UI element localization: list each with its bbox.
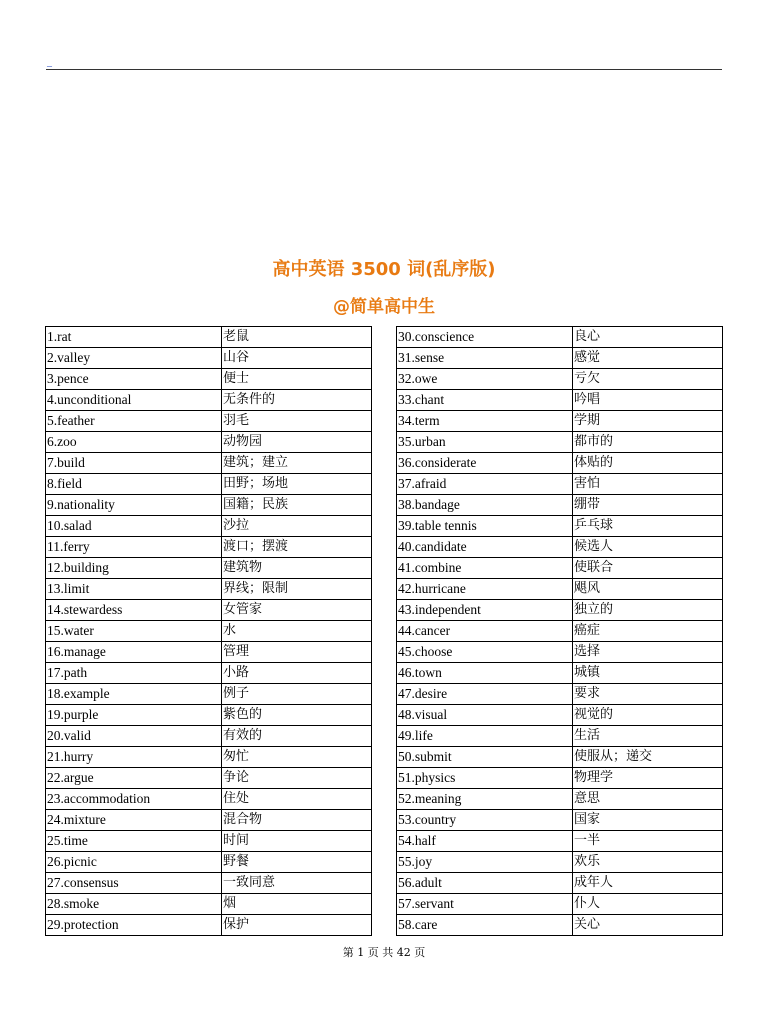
chinese-meaning-cell: 一半 <box>573 831 723 852</box>
chinese-meaning-cell: 有效的 <box>222 726 372 747</box>
chinese-meaning-cell: 选择 <box>573 642 723 663</box>
chinese-meaning-cell: 意思 <box>573 789 723 810</box>
table-row <box>46 873 372 894</box>
table-row <box>46 390 372 411</box>
english-word-cell: 46.town <box>397 663 573 684</box>
english-word-cell: 37.afraid <box>397 474 573 495</box>
header-mark: _ <box>47 57 52 68</box>
table-row <box>46 348 372 369</box>
english-word-cell: 4.unconditional <box>46 390 222 411</box>
chinese-meaning-cell: 女管家 <box>222 600 372 621</box>
table-row <box>46 915 372 936</box>
table-row <box>397 432 723 453</box>
english-word-cell: 13.limit <box>46 579 222 600</box>
table-row <box>46 327 372 348</box>
english-word-cell: 48.visual <box>397 705 573 726</box>
english-word-cell: 15.water <box>46 621 222 642</box>
chinese-meaning-cell: 要求 <box>573 684 723 705</box>
english-word-cell: 2.valley <box>46 348 222 369</box>
chinese-meaning-cell: 匆忙 <box>222 747 372 768</box>
english-word-cell: 16.manage <box>46 642 222 663</box>
table-row <box>46 726 372 747</box>
chinese-meaning-cell: 水 <box>222 621 372 642</box>
english-word-cell: 31.sense <box>397 348 573 369</box>
table-row <box>397 390 723 411</box>
english-word-cell: 14.stewardess <box>46 600 222 621</box>
english-word-cell: 23.accommodation <box>46 789 222 810</box>
table-row <box>46 642 372 663</box>
english-word-cell: 43.independent <box>397 600 573 621</box>
chinese-meaning-cell: 无条件的 <box>222 390 372 411</box>
table-row <box>397 600 723 621</box>
english-word-cell: 57.servant <box>397 894 573 915</box>
chinese-meaning-cell: 感觉 <box>573 348 723 369</box>
english-word-cell: 26.picnic <box>46 852 222 873</box>
english-word-cell: 32.owe <box>397 369 573 390</box>
page-footer: 第 1 页 共 42 页 <box>342 946 426 959</box>
table-row <box>46 684 372 705</box>
chinese-meaning-cell: 体贴的 <box>573 453 723 474</box>
table-row <box>397 327 723 348</box>
chinese-meaning-cell: 绷带 <box>573 495 723 516</box>
english-word-cell: 25.time <box>46 831 222 852</box>
english-word-cell: 8.field <box>46 474 222 495</box>
english-word-cell: 39.table tennis <box>397 516 573 537</box>
table-row <box>397 705 723 726</box>
table-row <box>46 432 372 453</box>
chinese-meaning-cell: 羽毛 <box>222 411 372 432</box>
vocab-table-left <box>45 326 372 936</box>
table-row <box>46 369 372 390</box>
table-row <box>46 516 372 537</box>
chinese-meaning-cell: 欢乐 <box>573 852 723 873</box>
chinese-meaning-cell: 害怕 <box>573 474 723 495</box>
chinese-meaning-cell: 良心 <box>573 327 723 348</box>
chinese-meaning-cell: 沙拉 <box>222 516 372 537</box>
table-row <box>397 810 723 831</box>
chinese-meaning-cell: 癌症 <box>573 621 723 642</box>
english-word-cell: 6.zoo <box>46 432 222 453</box>
chinese-meaning-cell: 关心 <box>573 915 723 936</box>
english-word-cell: 29.protection <box>46 915 222 936</box>
table-row <box>397 642 723 663</box>
chinese-meaning-cell: 城镇 <box>573 663 723 684</box>
english-word-cell: 36.considerate <box>397 453 573 474</box>
english-word-cell: 34.term <box>397 411 573 432</box>
table-row <box>397 663 723 684</box>
english-word-cell: 45.choose <box>397 642 573 663</box>
chinese-meaning-cell: 混合物 <box>222 810 372 831</box>
chinese-meaning-cell: 乒乓球 <box>573 516 723 537</box>
english-word-cell: 52.meaning <box>397 789 573 810</box>
english-word-cell: 7.build <box>46 453 222 474</box>
chinese-meaning-cell: 便士 <box>222 369 372 390</box>
table-row <box>46 705 372 726</box>
english-word-cell: 21.hurry <box>46 747 222 768</box>
english-word-cell: 56.adult <box>397 873 573 894</box>
table-row <box>397 789 723 810</box>
english-word-cell: 53.country <box>397 810 573 831</box>
english-word-cell: 18.example <box>46 684 222 705</box>
chinese-meaning-cell: 野餐 <box>222 852 372 873</box>
english-word-cell: 22.argue <box>46 768 222 789</box>
table-row <box>397 873 723 894</box>
table-row <box>397 831 723 852</box>
chinese-meaning-cell: 生活 <box>573 726 723 747</box>
chinese-meaning-cell: 界线；限制 <box>222 579 372 600</box>
table-row <box>397 894 723 915</box>
chinese-meaning-cell: 田野；场地 <box>222 474 372 495</box>
english-word-cell: 27.consensus <box>46 873 222 894</box>
english-word-cell: 12.building <box>46 558 222 579</box>
chinese-meaning-cell: 学期 <box>573 411 723 432</box>
chinese-meaning-cell: 使服从；递交 <box>573 747 723 768</box>
english-word-cell: 5.feather <box>46 411 222 432</box>
chinese-meaning-cell: 小路 <box>222 663 372 684</box>
table-row <box>397 768 723 789</box>
english-word-cell: 44.cancer <box>397 621 573 642</box>
table-row <box>397 369 723 390</box>
chinese-meaning-cell: 建筑；建立 <box>222 453 372 474</box>
page-subtitle: @简单高中生 <box>333 297 435 317</box>
table-row <box>397 558 723 579</box>
english-word-cell: 28.smoke <box>46 894 222 915</box>
english-word-cell: 20.valid <box>46 726 222 747</box>
table-row <box>46 537 372 558</box>
table-row <box>397 726 723 747</box>
table-row <box>46 579 372 600</box>
page-title: 高中英语 3500 词(乱序版) <box>272 259 496 280</box>
chinese-meaning-cell: 独立的 <box>573 600 723 621</box>
chinese-meaning-cell: 国籍；民族 <box>222 495 372 516</box>
english-word-cell: 30.conscience <box>397 327 573 348</box>
table-row <box>46 789 372 810</box>
chinese-meaning-cell: 时间 <box>222 831 372 852</box>
chinese-meaning-cell: 一致同意 <box>222 873 372 894</box>
table-row <box>397 474 723 495</box>
table-row <box>397 453 723 474</box>
chinese-meaning-cell: 仆人 <box>573 894 723 915</box>
english-word-cell: 11.ferry <box>46 537 222 558</box>
chinese-meaning-cell: 动物园 <box>222 432 372 453</box>
chinese-meaning-cell: 山谷 <box>222 348 372 369</box>
english-word-cell: 19.purple <box>46 705 222 726</box>
table-row <box>397 348 723 369</box>
table-row <box>46 747 372 768</box>
english-word-cell: 49.life <box>397 726 573 747</box>
header-rule <box>46 69 722 70</box>
table-row <box>46 600 372 621</box>
english-word-cell: 33.chant <box>397 390 573 411</box>
chinese-meaning-cell: 例子 <box>222 684 372 705</box>
english-word-cell: 17.path <box>46 663 222 684</box>
table-row <box>397 621 723 642</box>
chinese-meaning-cell: 亏欠 <box>573 369 723 390</box>
english-word-cell: 24.mixture <box>46 810 222 831</box>
table-row <box>397 411 723 432</box>
english-word-cell: 10.salad <box>46 516 222 537</box>
english-word-cell: 1.rat <box>46 327 222 348</box>
table-row <box>46 852 372 873</box>
table-row <box>397 516 723 537</box>
english-word-cell: 3.pence <box>46 369 222 390</box>
table-row <box>46 495 372 516</box>
chinese-meaning-cell: 管理 <box>222 642 372 663</box>
table-row <box>46 810 372 831</box>
english-word-cell: 42.hurricane <box>397 579 573 600</box>
chinese-meaning-cell: 成年人 <box>573 873 723 894</box>
table-row <box>397 684 723 705</box>
chinese-meaning-cell: 住处 <box>222 789 372 810</box>
table-row <box>397 852 723 873</box>
chinese-meaning-cell: 使联合 <box>573 558 723 579</box>
chinese-meaning-cell: 建筑物 <box>222 558 372 579</box>
english-word-cell: 51.physics <box>397 768 573 789</box>
table-row <box>46 621 372 642</box>
table-row <box>46 768 372 789</box>
table-row <box>397 915 723 936</box>
chinese-meaning-cell: 老鼠 <box>222 327 372 348</box>
english-word-cell: 47.desire <box>397 684 573 705</box>
chinese-meaning-cell: 渡口；摆渡 <box>222 537 372 558</box>
table-row <box>46 663 372 684</box>
chinese-meaning-cell: 紫色的 <box>222 705 372 726</box>
vocab-table-right <box>396 326 723 936</box>
table-row <box>46 558 372 579</box>
english-word-cell: 41.combine <box>397 558 573 579</box>
chinese-meaning-cell: 都市的 <box>573 432 723 453</box>
table-row <box>46 894 372 915</box>
chinese-meaning-cell: 候选人 <box>573 537 723 558</box>
table-row <box>397 495 723 516</box>
english-word-cell: 40.candidate <box>397 537 573 558</box>
table-row <box>46 831 372 852</box>
table-row <box>397 537 723 558</box>
chinese-meaning-cell: 争论 <box>222 768 372 789</box>
table-row <box>46 474 372 495</box>
english-word-cell: 50.submit <box>397 747 573 768</box>
chinese-meaning-cell: 保护 <box>222 915 372 936</box>
english-word-cell: 9.nationality <box>46 495 222 516</box>
table-row <box>46 411 372 432</box>
chinese-meaning-cell: 飓风 <box>573 579 723 600</box>
chinese-meaning-cell: 物理学 <box>573 768 723 789</box>
table-row <box>46 453 372 474</box>
chinese-meaning-cell: 吟唱 <box>573 390 723 411</box>
english-word-cell: 55.joy <box>397 852 573 873</box>
english-word-cell: 58.care <box>397 915 573 936</box>
chinese-meaning-cell: 烟 <box>222 894 372 915</box>
chinese-meaning-cell: 国家 <box>573 810 723 831</box>
table-row <box>397 579 723 600</box>
chinese-meaning-cell: 视觉的 <box>573 705 723 726</box>
table-row <box>397 747 723 768</box>
english-word-cell: 35.urban <box>397 432 573 453</box>
english-word-cell: 38.bandage <box>397 495 573 516</box>
english-word-cell: 54.half <box>397 831 573 852</box>
